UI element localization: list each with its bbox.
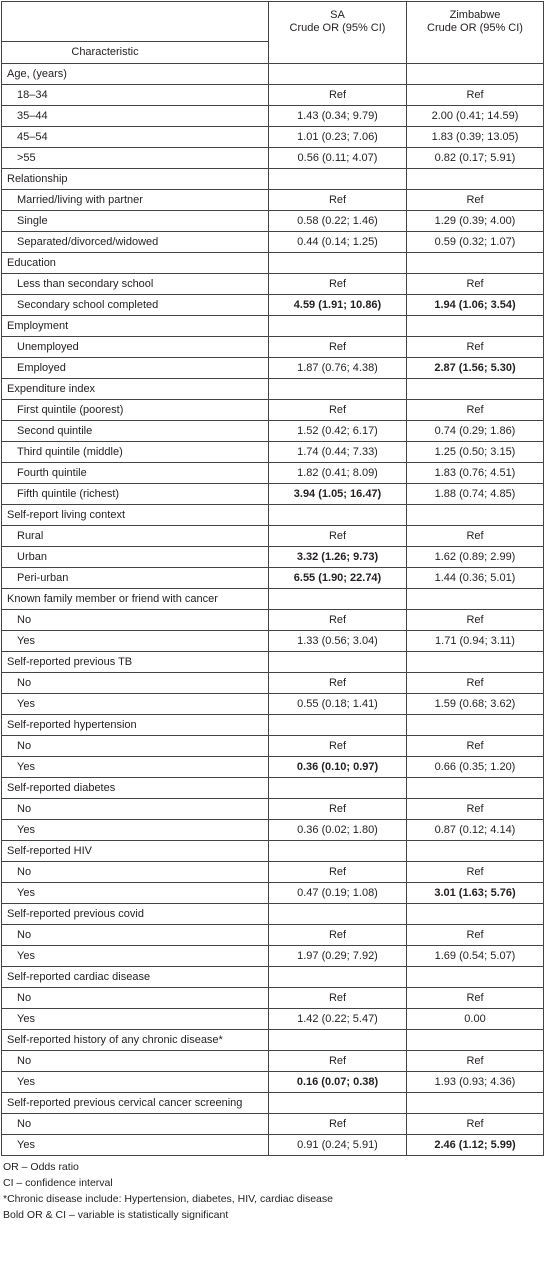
row-label: Rural — [2, 526, 269, 547]
zimbabwe-value: 0.00 — [407, 1009, 544, 1030]
group-row — [2, 715, 544, 736]
zimbabwe-value: 1.94 (1.06; 3.54) — [407, 295, 544, 316]
row-label: Single — [2, 211, 269, 232]
sa-value — [269, 169, 407, 190]
sa-value: 1.87 (0.76; 4.38) — [269, 358, 407, 379]
zimbabwe-value — [407, 967, 544, 988]
sa-value: 0.56 (0.11; 4.07) — [269, 148, 407, 169]
sa-value — [269, 505, 407, 526]
sa-value: Ref — [269, 610, 407, 631]
sa-value: 1.43 (0.34; 9.79) — [269, 106, 407, 127]
zimbabwe-value: Ref — [407, 526, 544, 547]
header-zim-spacer — [407, 42, 544, 64]
group-label: Self-reported HIV — [2, 841, 269, 862]
zimbabwe-value: Ref — [407, 610, 544, 631]
zimbabwe-value: Ref — [407, 736, 544, 757]
sa-value: Ref — [269, 673, 407, 694]
row-label: Separated/divorced/widowed — [2, 232, 269, 253]
zimbabwe-value: 2.46 (1.12; 5.99) — [407, 1135, 544, 1156]
row-label: Urban — [2, 547, 269, 568]
sa-value: 0.36 (0.02; 1.80) — [269, 820, 407, 841]
zimbabwe-value: 0.66 (0.35; 1.20) — [407, 757, 544, 778]
zimbabwe-value: Ref — [407, 190, 544, 211]
group-row — [2, 904, 544, 925]
table-row — [2, 442, 544, 463]
zimbabwe-value: Ref — [407, 799, 544, 820]
sa-value — [269, 589, 407, 610]
sa-value: 0.58 (0.22; 1.46) — [269, 211, 407, 232]
sa-value: Ref — [269, 337, 407, 358]
row-label: No — [2, 862, 269, 883]
table-row — [2, 883, 544, 904]
table-row — [2, 799, 544, 820]
table-row — [2, 295, 544, 316]
group-row — [2, 253, 544, 274]
zimbabwe-value — [407, 778, 544, 799]
zimbabwe-value: 1.71 (0.94; 3.11) — [407, 631, 544, 652]
sa-value: 4.59 (1.91; 10.86) — [269, 295, 407, 316]
row-label: Yes — [2, 757, 269, 778]
sa-value: 1.42 (0.22; 5.47) — [269, 1009, 407, 1030]
row-label: Yes — [2, 946, 269, 967]
sa-value — [269, 1093, 407, 1114]
group-row — [2, 316, 544, 337]
row-label: Secondary school completed — [2, 295, 269, 316]
group-row — [2, 379, 544, 400]
sa-value — [269, 715, 407, 736]
zimbabwe-value: Ref — [407, 337, 544, 358]
sa-value: 0.16 (0.07; 0.38) — [269, 1072, 407, 1093]
sa-value: Ref — [269, 274, 407, 295]
table-row — [2, 547, 544, 568]
row-label: No — [2, 1114, 269, 1135]
row-label: Yes — [2, 1009, 269, 1030]
group-label: Self-reported cardiac disease — [2, 967, 269, 988]
header-blank-cell — [2, 2, 269, 42]
zimbabwe-value — [407, 715, 544, 736]
sa-value: Ref — [269, 1114, 407, 1135]
table-row — [2, 274, 544, 295]
sa-value: Ref — [269, 400, 407, 421]
table-row — [2, 1072, 544, 1093]
table-row — [2, 85, 544, 106]
table-row — [2, 211, 544, 232]
zimbabwe-value: 1.83 (0.39; 13.05) — [407, 127, 544, 148]
zimbabwe-value: Ref — [407, 85, 544, 106]
sa-value: Ref — [269, 925, 407, 946]
table-row — [2, 148, 544, 169]
table-row — [2, 526, 544, 547]
table-header — [2, 2, 544, 64]
sa-value: Ref — [269, 190, 407, 211]
group-label: Self-report living context — [2, 505, 269, 526]
row-label: First quintile (poorest) — [2, 400, 269, 421]
table-row — [2, 946, 544, 967]
group-row — [2, 505, 544, 526]
zimbabwe-value: 2.87 (1.56; 5.30) — [407, 358, 544, 379]
sa-value — [269, 652, 407, 673]
row-label: Third quintile (middle) — [2, 442, 269, 463]
row-label: Yes — [2, 1072, 269, 1093]
zimbabwe-value — [407, 589, 544, 610]
zimbabwe-value — [407, 652, 544, 673]
table-row — [2, 1135, 544, 1156]
row-label: Unemployed — [2, 337, 269, 358]
row-label: >55 — [2, 148, 269, 169]
zimbabwe-value: 1.59 (0.68; 3.62) — [407, 694, 544, 715]
sa-value — [269, 379, 407, 400]
zimbabwe-value: 1.62 (0.89; 2.99) — [407, 547, 544, 568]
header-zim-measure: Crude OR (95% CI) — [427, 21, 523, 34]
table-row — [2, 232, 544, 253]
table-row — [2, 1114, 544, 1135]
group-row — [2, 841, 544, 862]
table-row — [2, 862, 544, 883]
zimbabwe-value — [407, 379, 544, 400]
table-row — [2, 358, 544, 379]
sa-value: 0.47 (0.19; 1.08) — [269, 883, 407, 904]
zimbabwe-value: 0.82 (0.17; 5.91) — [407, 148, 544, 169]
table-row — [2, 400, 544, 421]
group-label: Self-reported hypertension — [2, 715, 269, 736]
group-row — [2, 1093, 544, 1114]
sa-value: 3.94 (1.05; 16.47) — [269, 484, 407, 505]
sa-value — [269, 1030, 407, 1051]
zimbabwe-value: Ref — [407, 988, 544, 1009]
sa-value: 1.74 (0.44; 7.33) — [269, 442, 407, 463]
group-label: Age, (years) — [2, 64, 269, 85]
group-label: Known family member or friend with cancer — [2, 589, 269, 610]
zimbabwe-value — [407, 505, 544, 526]
header-zimbabwe — [407, 2, 544, 42]
row-label: Yes — [2, 694, 269, 715]
table-row — [2, 736, 544, 757]
row-label: 35–44 — [2, 106, 269, 127]
group-label: Self-reported previous covid — [2, 904, 269, 925]
zimbabwe-value: Ref — [407, 274, 544, 295]
row-label: No — [2, 988, 269, 1009]
row-label: Yes — [2, 1135, 269, 1156]
table-row — [2, 337, 544, 358]
zimbabwe-value: 2.00 (0.41; 14.59) — [407, 106, 544, 127]
sa-value — [269, 778, 407, 799]
zimbabwe-value — [407, 169, 544, 190]
row-label: No — [2, 799, 269, 820]
zimbabwe-value: Ref — [407, 925, 544, 946]
zimbabwe-value: 1.88 (0.74; 4.85) — [407, 484, 544, 505]
group-label: Self-reported diabetes — [2, 778, 269, 799]
sa-value: 3.32 (1.26; 9.73) — [269, 547, 407, 568]
sa-value — [269, 316, 407, 337]
table-row — [2, 106, 544, 127]
row-label: Yes — [2, 631, 269, 652]
row-label: Yes — [2, 883, 269, 904]
zimbabwe-value: Ref — [407, 1114, 544, 1135]
zimbabwe-value: Ref — [407, 673, 544, 694]
footnote-or: OR – Odds ratio — [3, 1161, 79, 1173]
sa-value: 0.36 (0.10; 0.97) — [269, 757, 407, 778]
sa-value: Ref — [269, 526, 407, 547]
sa-value: 1.82 (0.41; 8.09) — [269, 463, 407, 484]
row-label: Fourth quintile — [2, 463, 269, 484]
row-label: No — [2, 610, 269, 631]
header-characteristic: Characteristic — [2, 42, 269, 64]
sa-value: 1.01 (0.23; 7.06) — [269, 127, 407, 148]
table-row — [2, 1051, 544, 1072]
row-label: No — [2, 736, 269, 757]
table-row — [2, 925, 544, 946]
footnote-ci: CI – confidence interval — [3, 1177, 113, 1189]
zimbabwe-value — [407, 253, 544, 274]
table-row — [2, 694, 544, 715]
table-row — [2, 820, 544, 841]
sa-value: Ref — [269, 862, 407, 883]
table-row — [2, 421, 544, 442]
footnote-bold: Bold OR & CI – variable is statistically significant — [3, 1209, 229, 1221]
footnotes — [0, 1156, 545, 1223]
zimbabwe-value: 1.29 (0.39; 4.00) — [407, 211, 544, 232]
group-row — [2, 967, 544, 988]
odds-ratio-table — [1, 1, 544, 1156]
row-label: No — [2, 1051, 269, 1072]
table-row — [2, 127, 544, 148]
zimbabwe-value: Ref — [407, 1051, 544, 1072]
table-row — [2, 1009, 544, 1030]
sa-value: 0.55 (0.18; 1.41) — [269, 694, 407, 715]
zimbabwe-value: 3.01 (1.63; 5.76) — [407, 883, 544, 904]
zimbabwe-value — [407, 64, 544, 85]
header-zim-country: Zimbabwe — [449, 8, 501, 21]
sa-value: Ref — [269, 736, 407, 757]
sa-value: 1.33 (0.56; 3.04) — [269, 631, 407, 652]
zimbabwe-value: 0.87 (0.12; 4.14) — [407, 820, 544, 841]
zimbabwe-value — [407, 904, 544, 925]
zimbabwe-value: 1.69 (0.54; 5.07) — [407, 946, 544, 967]
header-sa-measure: Crude OR (95% CI) — [289, 21, 386, 34]
zimbabwe-value — [407, 1030, 544, 1051]
table-row — [2, 988, 544, 1009]
zimbabwe-value: 1.25 (0.50; 3.15) — [407, 442, 544, 463]
group-row — [2, 589, 544, 610]
group-label: Expenditure index — [2, 379, 269, 400]
group-row — [2, 778, 544, 799]
header-sa — [269, 2, 407, 42]
row-label: Employed — [2, 358, 269, 379]
group-label: Education — [2, 253, 269, 274]
group-label: Self-reported previous TB — [2, 652, 269, 673]
group-label: Employment — [2, 316, 269, 337]
group-row — [2, 169, 544, 190]
row-label: No — [2, 673, 269, 694]
footnote-chronic: *Chronic disease include: Hypertension, diabetes, HIV, cardiac disease — [3, 1193, 333, 1205]
zimbabwe-value — [407, 841, 544, 862]
table-row — [2, 757, 544, 778]
group-row — [2, 652, 544, 673]
zimbabwe-value: Ref — [407, 400, 544, 421]
zimbabwe-value: 0.74 (0.29; 1.86) — [407, 421, 544, 442]
table-row — [2, 610, 544, 631]
row-label: Less than secondary school — [2, 274, 269, 295]
zimbabwe-value: 1.93 (0.93; 4.36) — [407, 1072, 544, 1093]
sa-value: Ref — [269, 799, 407, 820]
zimbabwe-value: 1.83 (0.76; 4.51) — [407, 463, 544, 484]
header-sa-spacer — [269, 42, 407, 64]
header-sa-country: SA — [330, 8, 345, 21]
sa-value — [269, 253, 407, 274]
row-label: Yes — [2, 820, 269, 841]
zimbabwe-value — [407, 316, 544, 337]
sa-value — [269, 64, 407, 85]
group-label: Self-reported history of any chronic disease* — [2, 1030, 269, 1051]
table-body — [2, 64, 544, 1156]
sa-value — [269, 904, 407, 925]
sa-value: 0.44 (0.14; 1.25) — [269, 232, 407, 253]
group-row — [2, 1030, 544, 1051]
table-row — [2, 190, 544, 211]
sa-value: 0.91 (0.24; 5.91) — [269, 1135, 407, 1156]
row-label: Second quintile — [2, 421, 269, 442]
table-row — [2, 631, 544, 652]
group-label: Self-reported previous cervical cancer screening — [2, 1093, 269, 1114]
row-label: Married/living with partner — [2, 190, 269, 211]
sa-value — [269, 967, 407, 988]
sa-value: 1.97 (0.29; 7.92) — [269, 946, 407, 967]
zimbabwe-value: Ref — [407, 862, 544, 883]
sa-value: 6.55 (1.90; 22.74) — [269, 568, 407, 589]
table-row — [2, 484, 544, 505]
group-label: Relationship — [2, 169, 269, 190]
sa-value — [269, 841, 407, 862]
zimbabwe-value: 0.59 (0.32; 1.07) — [407, 232, 544, 253]
zimbabwe-value — [407, 1093, 544, 1114]
row-label: Peri-urban — [2, 568, 269, 589]
row-label: 18–34 — [2, 85, 269, 106]
group-row — [2, 64, 544, 85]
row-label: No — [2, 925, 269, 946]
zimbabwe-value: 1.44 (0.36; 5.01) — [407, 568, 544, 589]
table-row — [2, 568, 544, 589]
sa-value: Ref — [269, 988, 407, 1009]
sa-value: Ref — [269, 85, 407, 106]
sa-value: 1.52 (0.42; 6.17) — [269, 421, 407, 442]
table-row — [2, 673, 544, 694]
table-row — [2, 463, 544, 484]
row-label: Fifth quintile (richest) — [2, 484, 269, 505]
sa-value: Ref — [269, 1051, 407, 1072]
row-label: 45–54 — [2, 127, 269, 148]
